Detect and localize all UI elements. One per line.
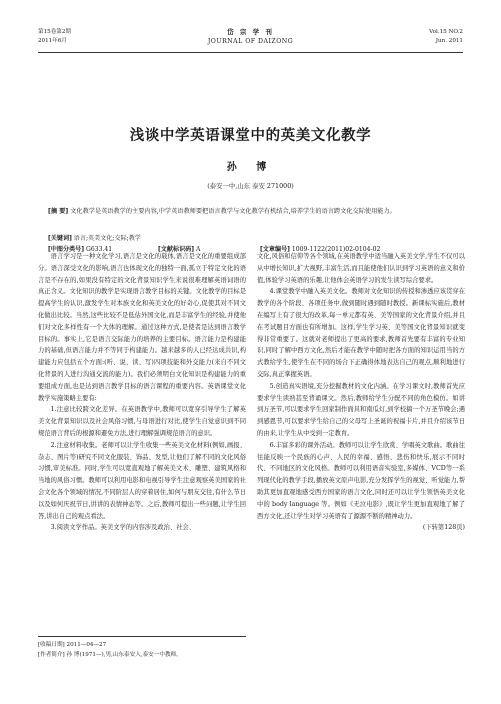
keywords xyxy=(48,233,141,242)
continued-note: (下转第128页) xyxy=(422,524,465,532)
header-volume: Vol.15 NO.2 xyxy=(429,29,463,35)
article-number-label: [文章编号] xyxy=(260,246,290,253)
article-author: 孙 博 xyxy=(226,162,275,173)
header-volume-info xyxy=(429,28,463,46)
header-issue: 第15卷第2期 xyxy=(38,29,72,35)
abstract-text: 文化教学是英语教学的主要内容,中学英语教师要把语言教学与文化教学有机结合,培养学生的语言跨文化交际使用能力。 xyxy=(70,208,396,215)
journal-name-en: JOURNAL OF DAIZONG xyxy=(207,38,294,45)
journal-name-cn: 岱 宗 学 刊 xyxy=(227,28,274,36)
doc-label: [文献标识码] xyxy=(158,246,195,253)
body-paragraph: 5.创造真实语境,充分挖掘教材的文化内涵。在学习课文时,教师首先应要求学生读熟甚至背诵课文。然后,教师给学生分配不同的角色模仿。如讲到万圣节,可以要求学生回家制作面具和南瓜灯,到学校搞一个万圣节晚会;遇到感恩节,可以要求学生给自己的父母写上圣诞的祝福卡片,并且介绍该节日的由来,让学生从中受到一定教育。 xyxy=(257,382,465,437)
footnote xyxy=(38,636,246,660)
clc-value: G633.41 xyxy=(85,246,113,253)
article-title: 浅谈中学英语课堂中的英美文化教学 xyxy=(129,128,372,144)
keywords-text: 语言;英美文化;交际;教学 xyxy=(73,235,141,242)
received-date: [收稿日期] 2011—04—27 xyxy=(38,642,107,648)
header-journal xyxy=(38,28,463,46)
body-column-left xyxy=(38,251,246,534)
author-bio: [作者简介] 孙 博(1971—),男,山东泰安人,泰安一中教师。 xyxy=(38,652,182,658)
abstract-label: [摘 要] xyxy=(48,208,69,215)
clc-label: [中图分类号] xyxy=(48,246,85,253)
body-paragraph: 3.阅读文学作品。英美文学的内容涉及政治、社会、 xyxy=(50,524,196,532)
body-paragraph: 文化,风俗和信仰等各个领域,在英语教学中适当融入英美文学,学生不仅可以从中增长知识,扩大视野,丰富生活,而且能使他们认识到学习英语的意义和价值,体验学习英语的乐趣,让他体会英语学习的发生读写综合要求。 xyxy=(257,253,465,284)
body-paragraph: 4.课堂教学中融入英美文化。教师对文化知识的传授和渗透应该贯穿在教学的各个阶段、各项任务中,做到随时遇到随时教授。新课标实施后,教材在编写上有了很大的改革,每一单元都有英、美等国家的文化背景介绍,并且在考试题目方面也有所增加。这样,学生学习英、美等国文化背景知识就变得非常重要了。这就对老师提出了更高的要求,教师首先要有丰富的专业知识,同时了解中西方文化,然后才能在教学中随时把各方面的知识运用当的方式教给学生,使学生在不同的场合下正确得体地表达自己的观点,顺利地进行交际,真正掌握英语。 xyxy=(257,288,465,378)
header-date: 2011年6月 xyxy=(38,38,67,44)
body-column-right xyxy=(257,251,465,534)
body-paragraph: 语言学习是一种文化学习,语言是文化的载体,语言是文化的重要组成部分。语言深受文化的影响,语言也体现文化的独特一面,孤立于特定文化的语言是不存在的,如果没有特定的文化背景知识学生来说很难理解英语词语的真正含义。文化知识的教学是实现语言教学目标的关键。文化教学的目标是提高学生的认识,激发学生对本族文化和英美文化的好奇心,促使其对不同文化做出比较。当然,这些比较不是低估外国文化,而是丰富学生的经验,并使他们对文化多样性有一个大体的理解。通过这种方式,是使者是达到语言教学目标的。事实上,它是语言交际能力的培养的主要目标。语言能力是构建能力的基础,但语言能力并不等同于构建能力。越来越多的人已经达成共识,构建能力应包括五个方面:(听、说、读、写)四项技能和外交能力(来自不同文化背景的人进行沟通交流的能力)。我们必须明白文化知识是构建能力的重要组成方面,也是达到语言教学目标的语言课程的重要内容。英语课堂文化教学实施策略主要有: xyxy=(38,253,246,402)
body-paragraph: 6.丰富多彩的课外活动。教师可以让学生欣赏、学唱英文歌曲。歌曲往往能反映一个民族的心声、人民的幸福、感悟、悲伤和快乐,展示不同时代、不同地区的文化风格。教师可以利用语音实验室,多媒体、VCD等一系列现代化的教学手段,播放英文原声电影,充分发挥学生的视觉、听觉能力,帮助其更加直观地感受西方国家的语言文化,同时还可以让学生领悟英美文化中的 body language 等。例如《无泣电影》,既让学生更加直观地了解了西方文化,还让学生对学习英语有了源源不断的精神动力。 xyxy=(257,441,465,520)
keywords-label: [关键词] xyxy=(48,235,72,242)
header-date-en: Jun. 2011 xyxy=(435,38,463,44)
running-header xyxy=(38,26,463,53)
doc-value: A xyxy=(195,246,201,253)
body-paragraph: 2.注意材料收集。老师可以让学生收集一些英美文化材料(例如,画报、杂志、图片等)研究不同文化服装、饰品、发型,让他们了解不同的文化风俗习惯,审美标准。同时,学生可以宽直观地了解英美文术、雕塑、建筑风格和当地的风俗习惯。教师可以利用电影和电视引导学生注意观察英美国家的社会文化各个领域的情况,不同阶层人的穿着居住,如何与朋友交往,有什么节日以及如何庆祝节日,讲讲的表情神态等。之后,教师可提出一些问题,让学生回答,讲出自己的观点看法。 xyxy=(38,441,246,520)
abstract xyxy=(48,207,453,218)
body-paragraph: 1.注意比较跨文化差异。在英语教学中,教师可以宽穿引导学生了解英美文化背景知识以及社会风俗习惯,与母语进行对比,使学生自觉意识到不同规范语言背后的根源和避免方法,进行理解强调规范语言的意识。 xyxy=(38,406,246,437)
author-affiliation: (泰安一中,山东 泰安 271000) xyxy=(207,182,294,190)
article-number-value: 1009-1122(2011)02-0104-02 xyxy=(291,246,381,253)
